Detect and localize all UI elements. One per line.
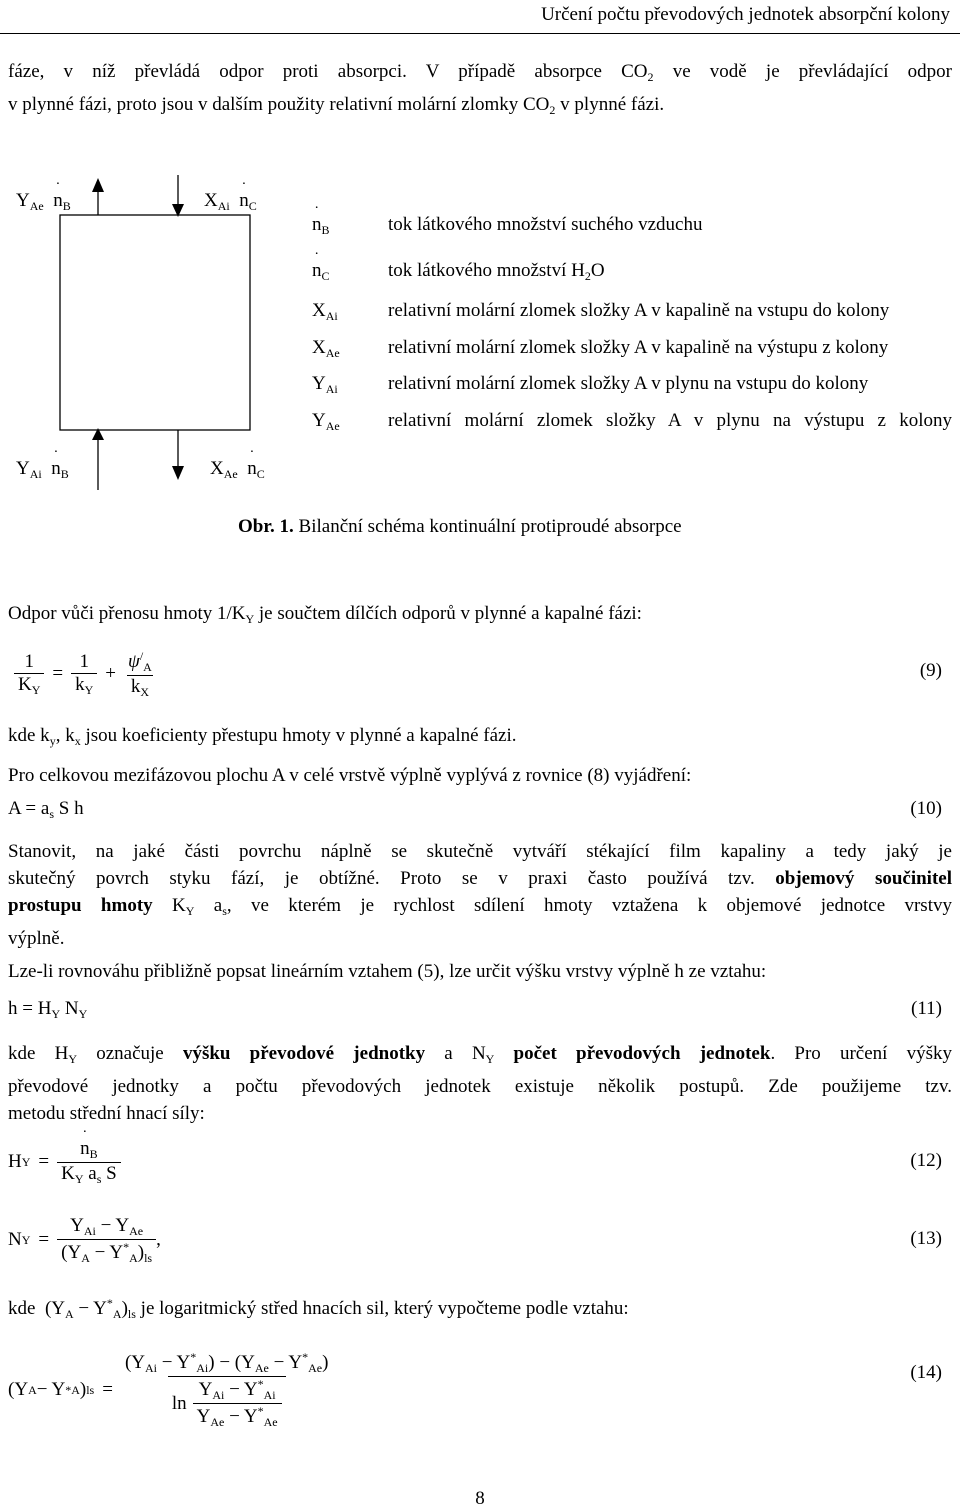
equation-14: (Y A − Y * A ) ls = $(Y_{Ai} - Y^*_{Ai}) - (Y_{Ae} - Y^*_{Ae})$ ln $\frac{Y_{Ai} - Y^*_{Ai}}{Y_{Ae} - Y^*_{Ae}}$ — [8, 1350, 329, 1429]
equation-14-number: (14) — [910, 1362, 942, 1383]
equation-10: $A = a_s$ S h — [8, 798, 84, 821]
running-head: Určení počtu převodových jednotek absorpční kolony — [541, 4, 950, 25]
legend-sym-nC: ˙ $n_C$ — [312, 260, 352, 284]
legend-text-XAi: relativní molární zlomek složky A v kapalině na vstupu do kolony — [388, 300, 890, 321]
absorption-column-diagram — [0, 170, 300, 490]
legend-text-YAe: relativní molární zlomek složky A v plynu na výstupu z kolony — [388, 410, 952, 431]
resistance-paragraph: Odpor vůči přenosu hmoty $1/K_Y$ je součtem dílčích odporů v plynné a kapalné fázi: — [8, 603, 642, 626]
legend-sym-nB: ˙ $n_B$ — [312, 214, 352, 238]
page-number: 8 — [475, 1488, 485, 1509]
legend-text-nC: tok látkového množství $H_2O$ — [388, 260, 605, 283]
equation-10-number: (10) — [910, 798, 942, 819]
equation-11: $h = H_Y$ $N_Y$ — [8, 998, 88, 1021]
column-box — [60, 215, 250, 430]
legend-text-YAi: relativní molární zlomek složky A v plynu na vstupu do kolony — [388, 373, 869, 394]
legend-text-XAe: relativní molární zlomek složky A v kapalině na výstupu z kolony — [388, 337, 889, 358]
stanovit-paragraph: Stanovit, na jaké části povrchu náplně se skutečně vytváří stékající film kapaliny a tedy jaký je skutečný povrch styku fází, je obtížné. Proto se v praxi často používá tzv. objemový součinitel prostupu hmoty $K_Y$ $a_s$, ve kterém je rychlost sdílení hmoty vztažena k objemové jednotce vrstvy výplně. — [8, 841, 952, 949]
legend-text-nB: tok látkového množství suchého vzduchu — [388, 214, 703, 235]
header-rule — [0, 33, 960, 34]
label-top-right: $X_{Ai}$ ˙ $n_C$ — [204, 190, 257, 214]
equation-9: $\frac{1}{K_Y}$ = $\frac{1}{k_Y}$ + $\frac{\psi^/_A}{k_X}$ — [14, 642, 156, 706]
equation-13-number: (13) — [910, 1228, 942, 1249]
equation-12: H Y = ˙ $\frac{n_B}{K_Y a_s S}$ — [8, 1132, 121, 1192]
lze-li-paragraph: Lze-li rovnováhu přibližně popsat lineárním vztahem (5), lze určit výšku vrstvy výplně h ze vztahu: — [8, 961, 767, 982]
kde-paragraph-3: kde $(Y_A - Y^*_A)_{ls}$ je logaritmický střed hnacích sil, který vypočteme podle vztahu: — [8, 1296, 629, 1321]
liquid-out-arrow — [172, 466, 184, 480]
intro-paragraph: fáze, v níž převládá odpor proti absorpci. V případě absorpce $CO_2$ ve vodě je převládající odpor v plynné fázi, proto jsou v dalším použity relativní molární zlomky $CO_2$ v plynné fázi. — [8, 61, 952, 117]
equation-13: N Y = $\frac{Y_{Ai} - Y_{Ae}}{(Y_A - Y^*_A)_{ls}}$ , — [8, 1214, 161, 1265]
figure-caption: Obr. 1. Bilanční schéma kontinuální protiproudé absorpce — [238, 516, 682, 537]
total-area-paragraph: Pro celkovou mezifázovou plochu A v celé vrstvě výplně vyplývá z rovnice (8) vyjádření: — [8, 765, 692, 786]
label-bottom-left: $Y_{Ai}$ ˙ $n_B$ — [16, 458, 69, 482]
legend-sym-YAi: $Y_{Ai}$ — [312, 373, 338, 396]
legend-sym-XAi: $X_{Ai}$ — [312, 300, 338, 323]
legend-sym-XAe: $X_{Ae}$ — [312, 337, 340, 360]
legend-sym-YAe: $Y_{Ae}$ — [312, 410, 340, 433]
equation-12-number: (12) — [910, 1150, 942, 1171]
kde-paragraph-2: kde $H_Y$ označuje výšku převodové jednotky a $N_Y$ počet převodových jednotek. Pro určení výšky převodové jednotky a počtu převodových jednotek existuje několik postupů. Zde použijeme tzv. metodu střední hnací síly: — [8, 1043, 953, 1124]
label-bottom-right: $X_{Ae}$ ˙ $n_C$ — [210, 458, 265, 482]
label-top-left: $Y_{Ae}$ ˙ $n_B$ — [16, 190, 71, 214]
equation-9-number: (9) — [919, 660, 942, 681]
gas-out-arrow — [92, 178, 104, 192]
equation-11-number: (11) — [911, 998, 942, 1019]
kde-paragraph-1: kde $k_y$, $k_x$ jsou koeficienty přestupu hmoty v plynné a kapalné fázi. — [8, 725, 517, 748]
